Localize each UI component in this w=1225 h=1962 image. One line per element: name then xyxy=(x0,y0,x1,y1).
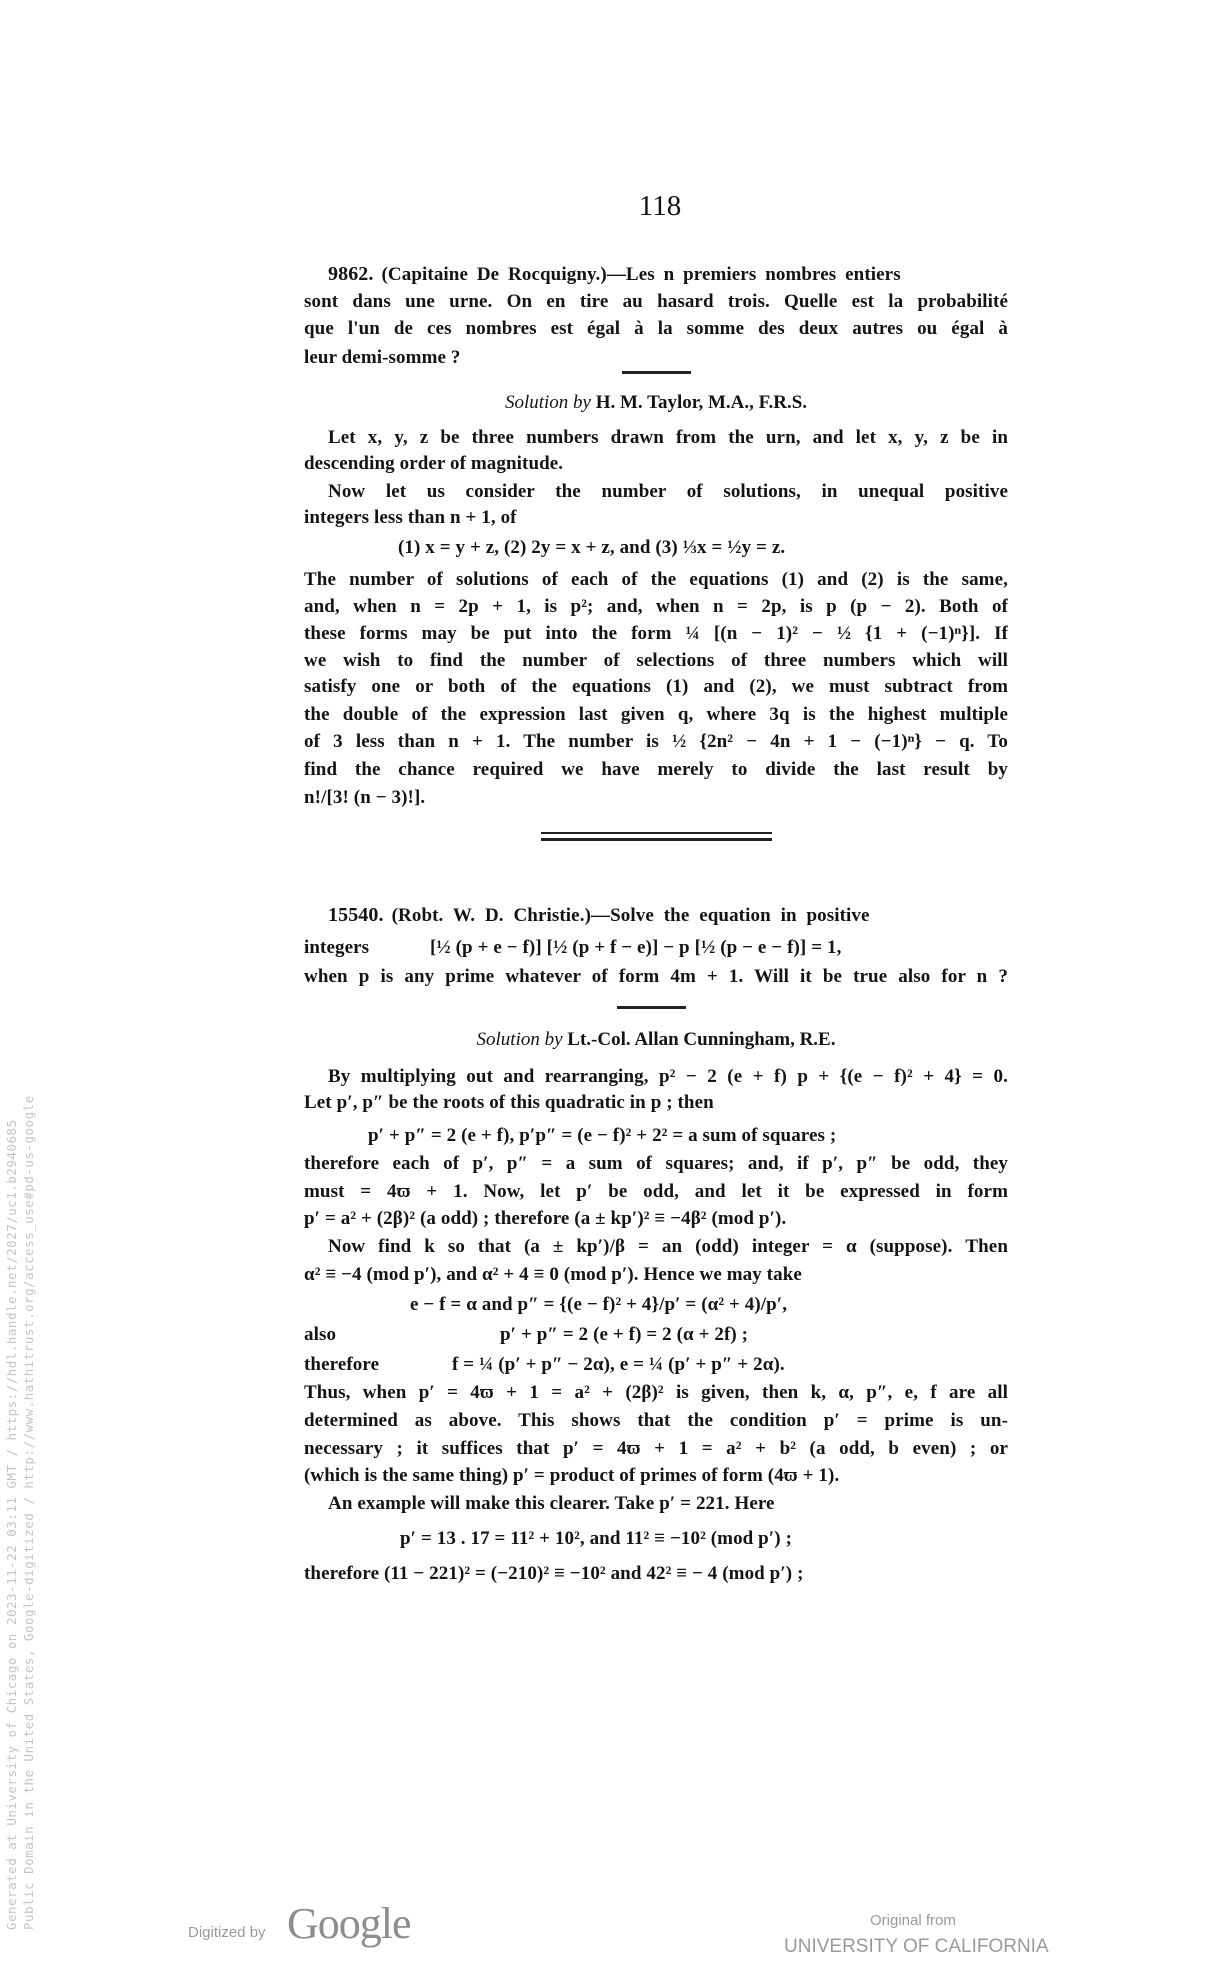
text-line: (which is the same thing) p′ = product of primes of form (4ϖ + 1). xyxy=(304,1465,840,1486)
problem-15540-first-line xyxy=(328,901,870,929)
equation-label: also xyxy=(304,1324,337,1345)
text-line: leur demi-somme ? xyxy=(304,347,461,368)
text-line: α² ≡ −4 (mod p′), and α² + 4 ≡ 0 (mod p′). Hence we may take xyxy=(304,1264,802,1285)
problem-number: 15540. xyxy=(328,904,384,926)
section-divider xyxy=(622,371,691,374)
text-line: these forms may be put into the form ¼ [(n − 1)² − ½ {1 + (−1)ⁿ}]. If xyxy=(304,623,1008,644)
text-line: must = 4ϖ + 1. Now, let p′ be odd, and let it be expressed in form xyxy=(304,1181,1008,1202)
text-line: An example will make this clearer. Take p′ = 221. Here xyxy=(328,1493,775,1514)
text-line: descending order of magnitude. xyxy=(304,453,564,474)
equation: p′ + p″ = 2 (e + f) = 2 (α + 2f) ; xyxy=(500,1324,749,1345)
equation: f = ¼ (p′ + p″ − 2α), e = ¼ (p′ + p″ + 2α). xyxy=(452,1354,785,1375)
text-line: and, when n = 2p + 1, is p²; and, when n = 2p, is p (p − 2). Both of xyxy=(304,596,1008,617)
watermark-line-1: Generated at University of Chicago on 2023-11-22 03:11 GMT / https://hdl.handle.net/2027/uc1.b2940685 xyxy=(4,1119,19,1930)
text-line: Now let us consider the number of solutions, in unequal positive xyxy=(328,481,1008,502)
text-line: Let x, y, z be three numbers drawn from the urn, and let x, y, z be in xyxy=(328,427,1008,448)
solution-byline xyxy=(304,389,1008,417)
text-line: Thus, when p′ = 4ϖ + 1 = a² + (2β)² is given, then k, α, p″, e, f are all xyxy=(304,1382,1008,1403)
solution-author: Lt.-Col. Allan Cunningham, R.E. xyxy=(567,1029,836,1050)
double-rule-bottom xyxy=(541,838,772,841)
solution-by-label: Solution by xyxy=(476,1029,563,1050)
text-line: Now find k so that (a ± kp′)/β = an (odd) integer = α (suppose). Then xyxy=(328,1236,1008,1257)
text-line: therefore (11 − 221)² = (−210)² ≡ −10² and 42² ≡ − 4 (mod p′) ; xyxy=(304,1563,804,1584)
problem-text: (Robt. W. D. Christie.)—Solve the equation in positive xyxy=(391,905,870,926)
problem-text-label: integers xyxy=(304,937,370,958)
page-number: 118 xyxy=(638,190,682,222)
text-line: sont dans une urne. On en tire au hasard trois. Quelle est la probabilité xyxy=(304,291,1008,312)
digitized-by-label: Digitized by xyxy=(188,1924,266,1941)
double-rule-top xyxy=(541,832,772,834)
text-line: Let p′, p″ be the roots of this quadratic in p ; then xyxy=(304,1092,714,1113)
text-line: n!/[3! (n − 3)!]. xyxy=(304,787,426,808)
text-line: The number of solutions of each of the equations (1) and (2) is the same, xyxy=(304,569,1008,590)
problem-equation: [½ (p + e − f)] [½ (p + f − e)] − p [½ (p − e − f)] = 1, xyxy=(430,937,842,958)
text-line: satisfy one or both of the equations (1) and (2), we must subtract from xyxy=(304,676,1008,697)
text-line: determined as above. This shows that the condition p′ = prime is un- xyxy=(304,1410,1008,1431)
equation-label: therefore xyxy=(304,1354,380,1375)
solution-by-label: Solution by xyxy=(504,392,591,413)
problem-9862-first-line xyxy=(328,260,901,288)
equation: e − f = α and p″ = {(e − f)² + 4}/p′ = (α² + 4)/p′, xyxy=(410,1294,788,1315)
equation: p′ = 13 . 17 = 11² + 10², and 11² ≡ −10² (mod p′) ; xyxy=(400,1528,793,1549)
problem-text: when p is any prime whatever of form 4m + 1. Will it be true also for n ? xyxy=(304,966,1008,987)
section-divider xyxy=(617,1006,686,1009)
text-line: find the chance required we have merely to divide the last result by xyxy=(304,759,1008,780)
text-line: By multiplying out and rearranging, p² − 2 (e + f) p + {(e − f)² + 4} = 0. xyxy=(328,1066,1008,1087)
solution-byline xyxy=(304,1026,1008,1054)
watermark-line-2: Public Domain in the United States, Google-digitized / http://www.hathitrust.org/access_use#pd-us-google xyxy=(21,1095,36,1930)
text-line: we wish to find the number of selections of three numbers which will xyxy=(304,650,1008,671)
solution-author: H. M. Taylor, M.A., F.R.S. xyxy=(595,392,808,413)
google-logo: Google xyxy=(287,1899,411,1948)
text-line: integers less than n + 1, of xyxy=(304,507,517,528)
text-line: p′ = a² + (2β)² (a odd) ; therefore (a ± kp′)² ≡ −4β² (mod p′). xyxy=(304,1208,787,1229)
text-line: therefore each of p′, p″ = a sum of squares; and, if p′, p″ be odd, they xyxy=(304,1153,1008,1174)
text-line: necessary ; it suffices that p′ = 4ϖ + 1 = a² + b² (a odd, b even) ; or xyxy=(304,1438,1008,1459)
problem-number: 9862. xyxy=(328,263,374,285)
original-from-label: Original from xyxy=(870,1912,956,1929)
text-line: que l'un de ces nombres est égal à la somme des deux autres ou égal à xyxy=(304,318,1008,339)
problem-text: (Capitaine De Rocquigny.)—Les n premiers nombres entiers xyxy=(381,264,901,285)
text-line: of 3 less than n + 1. The number is ½ {2n² − 4n + 1 − (−1)ⁿ} − q. To xyxy=(304,731,1008,752)
equation: p′ + p″ = 2 (e + f), p′p″ = (e − f)² + 2² = a sum of squares ; xyxy=(368,1125,837,1146)
text-line: the double of the expression last given q, where 3q is the highest multiple xyxy=(304,704,1008,725)
institution-name: UNIVERSITY OF CALIFORNIA xyxy=(784,1936,1049,1957)
equation: (1) x = y + z, (2) 2y = x + z, and (3) ⅓x = ½y = z. xyxy=(398,537,786,558)
